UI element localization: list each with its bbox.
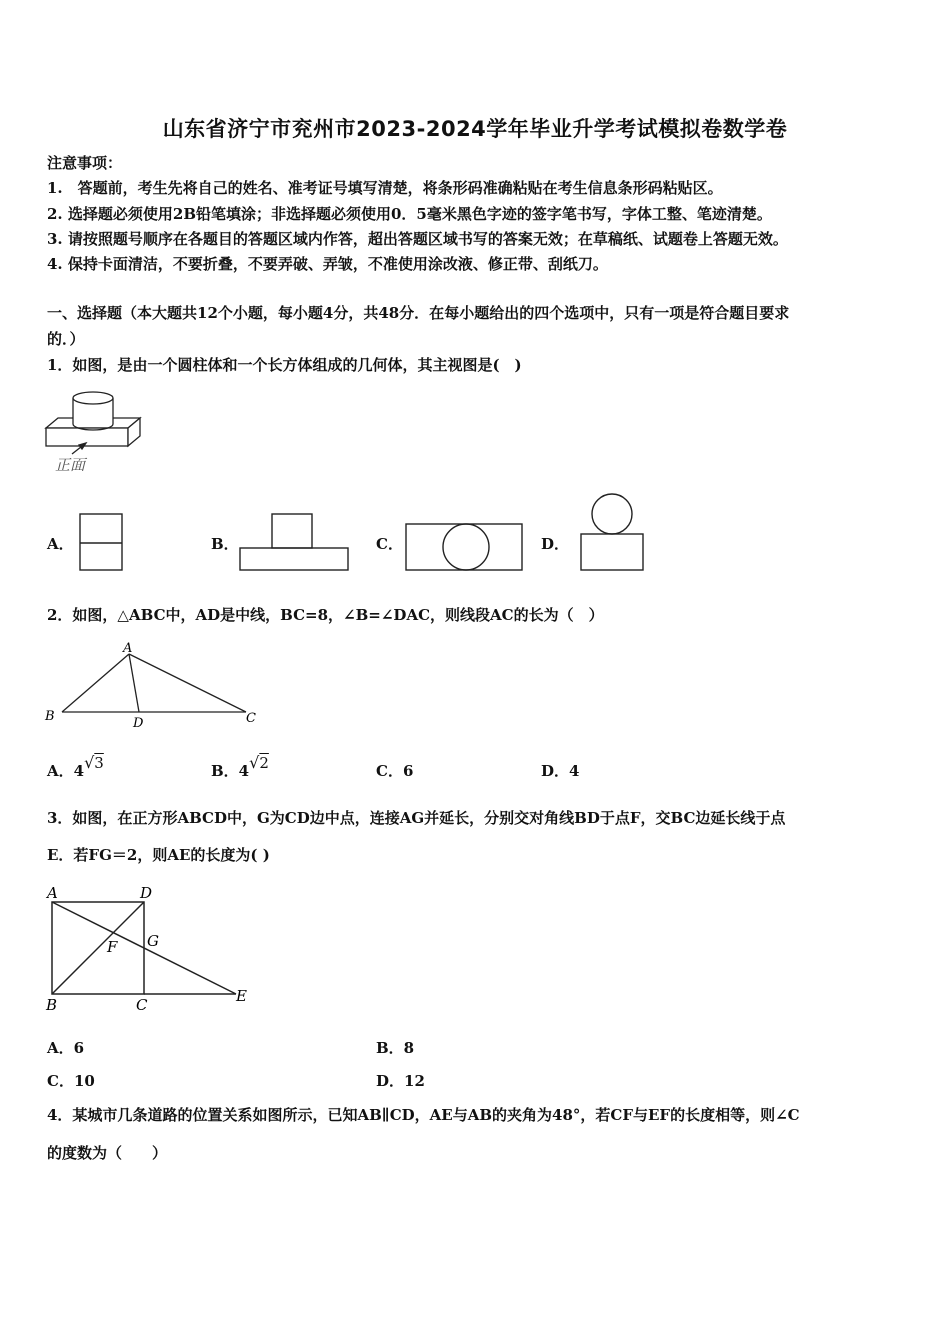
q2-option-c: C．6 bbox=[376, 762, 414, 780]
q3-option-c: C．10 bbox=[47, 1072, 95, 1090]
notice-item-4: 4. 保持卡面清洁，不要折叠，不要弄破、弄皱，不准使用涂改液、修正带、刮纸刀。 bbox=[47, 255, 608, 273]
q3-label-b: B bbox=[46, 996, 58, 1014]
q2-option-b-radicand: 2 bbox=[259, 754, 269, 772]
q2-label-b: B bbox=[45, 709, 55, 724]
q2-stem: 2．如图，△ABC中，AD是中线，BC=8，∠B=∠DAC，则线段AC的长为（ ） bbox=[47, 606, 604, 624]
q1-option-c-label: C． bbox=[376, 535, 403, 553]
q3-option-a: A．6 bbox=[47, 1039, 85, 1057]
section-heading-line2: 的．） bbox=[47, 330, 85, 348]
q2-option-a-radicand: 3 bbox=[94, 754, 104, 772]
q4-stem-line1: 4．某城市几条道路的位置关系如图所示，已知AB∥CD，AE与AB的夹角为48°，若CF与EF的长度相等，则∠C bbox=[47, 1106, 800, 1124]
q3-stem-line1: 3．如图，在正方形ABCD中，G为CD边中点，连接AG并延长，分别交对角线BD于点F，交BC边延长线于点 bbox=[47, 809, 786, 827]
section-heading-line1: 一、选择题（本大题共12个小题，每小题4分，共48分．在每小题给出的四个选项中，只有一项是符合题目要求 bbox=[47, 304, 790, 322]
q2-triangle-figure bbox=[40, 638, 270, 730]
q3-option-d: D．12 bbox=[376, 1072, 425, 1090]
q1-option-b-figure bbox=[238, 512, 350, 572]
notice-item-1: 1. 答题前，考生先将自己的姓名、准考证号填写清楚，将条形码准确粘贴在考生信息条形码粘贴区。 bbox=[47, 179, 723, 197]
q2-option-d: D．4 bbox=[541, 762, 580, 780]
q1-front-label: 正面 bbox=[55, 456, 86, 474]
q3-option-b: B．8 bbox=[376, 1039, 415, 1057]
q1-option-d-figure bbox=[578, 492, 646, 572]
q3-square-figure bbox=[40, 880, 260, 1015]
q3-label-d: D bbox=[140, 884, 153, 902]
q1-stem: 1．如图，是由一个圆柱体和一个长方体组成的几何体，其主视图是( ) bbox=[47, 356, 522, 374]
q1-solid-figure bbox=[42, 388, 152, 478]
notice-heading: 注意事项： bbox=[47, 154, 123, 172]
q4-stem-line2: 的度数为（ ） bbox=[47, 1144, 168, 1162]
q3-stem-line2: E．若FG＝2，则AE的长度为( ) bbox=[47, 846, 270, 864]
q2-label-a: A bbox=[123, 641, 133, 656]
q1-option-c-figure bbox=[404, 520, 526, 574]
q1-option-a-figure bbox=[78, 512, 124, 572]
notice-item-2: 2. 选择题必须使用2B铅笔填涂；非选择题必须使用0．5毫米黑色字迹的签字笔书写，字体工整、笔迹清楚。 bbox=[47, 205, 772, 223]
q3-label-g: G bbox=[147, 932, 159, 950]
q1-option-a-label: A． bbox=[47, 535, 74, 553]
q1-option-b-label: B． bbox=[211, 535, 239, 553]
q2-option-b-label: B．4 bbox=[211, 762, 250, 780]
q3-label-e: E bbox=[236, 987, 247, 1005]
page-title: 山东省济宁市兖州市2023-2024学年毕业升学考试模拟卷数学卷 bbox=[162, 117, 788, 141]
q2-label-d: D bbox=[133, 716, 144, 730]
q2-label-c: C bbox=[246, 711, 256, 726]
q2-option-b bbox=[211, 753, 269, 781]
q3-label-f: F bbox=[107, 938, 118, 956]
q2-option-a bbox=[47, 753, 104, 781]
q2-option-a-label: A．4 bbox=[47, 762, 85, 780]
q3-label-a: A bbox=[47, 884, 58, 902]
notice-item-3: 3. 请按照题号顺序在各题目的答题区域内作答，超出答题区域书写的答案无效；在草稿纸、试题卷上答题无效。 bbox=[47, 230, 788, 248]
sqrt-icon: √ bbox=[249, 753, 260, 772]
q3-label-c: C bbox=[136, 996, 148, 1014]
q1-option-d-label: D． bbox=[541, 535, 570, 553]
sqrt-icon: √ bbox=[84, 753, 95, 772]
